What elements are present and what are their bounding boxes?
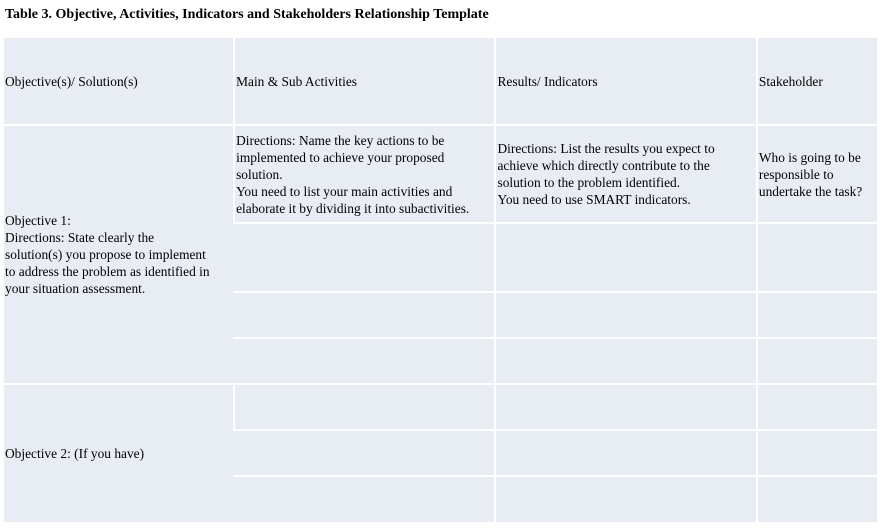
empty-cell	[233, 429, 494, 475]
activities-directions-cell	[233, 124, 494, 222]
objective-1-directions-line: solution(s) you propose to implement	[5, 247, 206, 262]
empty-cell	[233, 222, 494, 291]
empty-cell	[756, 291, 877, 337]
header-activities: Main & Sub Activities	[233, 38, 494, 124]
objective-1-directions-line: your situation assessment.	[5, 281, 146, 296]
empty-cell	[756, 222, 877, 291]
empty-cell	[233, 291, 494, 337]
empty-cell	[494, 475, 755, 522]
objective-1-title: Objective 1:	[5, 213, 71, 228]
objective-2-title: Objective 2: (If you have)	[5, 446, 145, 461]
empty-cell	[233, 337, 494, 383]
objective-1-directions-line: to address the problem as identified in	[5, 264, 210, 279]
results-directions-line: You need to use SMART indicators.	[497, 192, 691, 207]
empty-cell	[494, 222, 755, 291]
empty-cell	[756, 383, 877, 429]
activities-directions-line: Directions: Name the key actions to be	[236, 132, 445, 148]
empty-cell	[233, 475, 494, 522]
table-caption: Table 3. Objective, Activities, Indicators and Stakeholders Relationship Template	[5, 7, 489, 22]
empty-cell	[756, 337, 877, 383]
header-objective: Objective(s)/ Solution(s)	[4, 38, 233, 124]
empty-cell	[494, 429, 755, 475]
empty-cell	[756, 475, 877, 522]
empty-cell	[233, 383, 494, 429]
stakeholder-directions-line: responsible to	[758, 166, 834, 182]
relationship-template-table	[4, 38, 877, 522]
stakeholder-directions-line: undertake the task?	[758, 183, 863, 199]
empty-cell	[494, 337, 755, 383]
activities-directions-line: elaborate it by dividing it into subactivities.	[236, 200, 470, 216]
objective-1-directions-line: Directions: State clearly the	[5, 230, 155, 245]
results-directions-cell	[494, 124, 755, 222]
activities-directions-line: implemented to achieve your proposed	[236, 149, 445, 165]
objective-2-cell	[4, 383, 233, 522]
objective-1-cell	[4, 124, 233, 383]
activities-directions-line: solution.	[236, 166, 283, 182]
header-results: Results/ Indicators	[494, 38, 755, 124]
activities-directions-line: You need to list your main activities and	[236, 183, 453, 199]
empty-cell	[756, 429, 877, 475]
results-directions-line: Directions: List the results you expect to	[497, 141, 715, 156]
stakeholder-directions-line: Who is going to be	[758, 149, 861, 165]
header-stakeholder: Stakeholder	[756, 38, 877, 124]
stakeholder-directions-cell	[756, 124, 877, 222]
results-directions-line: achieve which directly contribute to the	[497, 158, 710, 173]
empty-cell	[494, 291, 755, 337]
results-directions-line: solution to the problem identified.	[497, 175, 681, 190]
empty-cell	[494, 383, 755, 429]
